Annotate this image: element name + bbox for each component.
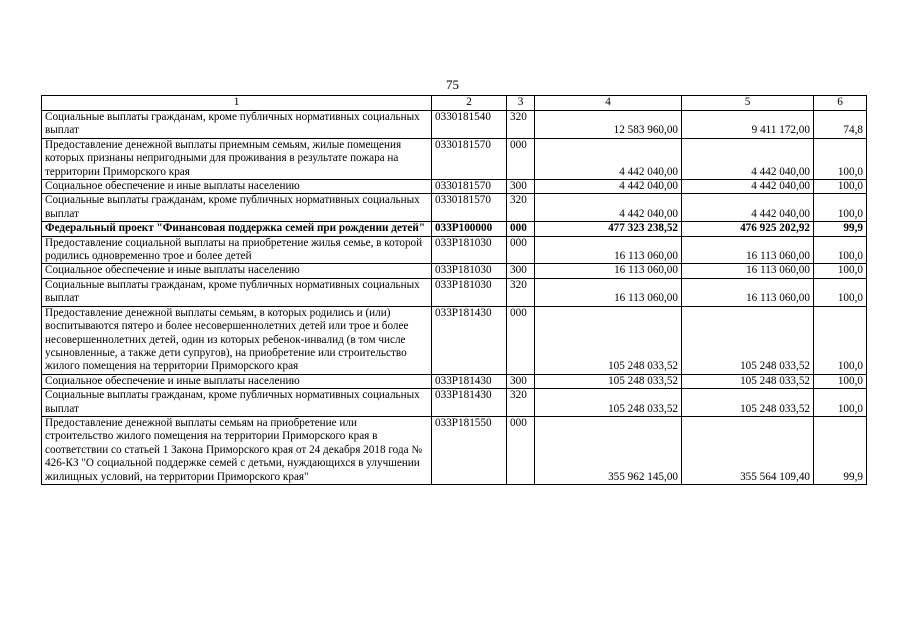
row-code-cell: 033P181430 <box>432 374 507 388</box>
row-plan-cell: 105 248 033,52 <box>535 306 682 374</box>
row-code-cell: 0330181570 <box>432 180 507 194</box>
row-type-cell: 000 <box>507 236 535 264</box>
row-type-cell: 320 <box>507 389 535 417</box>
row-fact-cell: 16 113 060,00 <box>682 236 814 264</box>
page-number: 75 <box>446 77 459 92</box>
row-percent-cell: 100,0 <box>814 236 867 264</box>
row-type-cell: 320 <box>507 194 535 222</box>
row-name-cell: Социальное обеспечение и иные выплаты населению <box>42 180 432 194</box>
row-fact-cell: 4 442 040,00 <box>682 194 814 222</box>
row-percent-cell: 100,0 <box>814 264 867 278</box>
row-percent-cell: 100,0 <box>814 138 867 179</box>
row-percent-cell: 100,0 <box>814 374 867 388</box>
table-row <box>42 180 867 194</box>
row-percent-cell: 74,8 <box>814 111 867 139</box>
row-code-cell: 033P181430 <box>432 389 507 417</box>
row-plan-cell: 105 248 033,52 <box>535 389 682 417</box>
row-plan-cell: 16 113 060,00 <box>535 264 682 278</box>
row-code-cell: 033P181030 <box>432 236 507 264</box>
row-plan-cell: 16 113 060,00 <box>535 278 682 306</box>
row-plan-cell: 4 442 040,00 <box>535 138 682 179</box>
row-plan-cell: 105 248 033,52 <box>535 374 682 388</box>
row-fact-cell: 4 442 040,00 <box>682 138 814 179</box>
row-fact-cell: 355 564 109,40 <box>682 416 814 484</box>
row-name-cell: Социальные выплаты гражданам, кроме публичных нормативных социальных выплат <box>42 389 432 417</box>
row-name-cell: Социальное обеспечение и иные выплаты населению <box>42 374 432 388</box>
column-header: 5 <box>682 96 814 111</box>
table-row <box>42 111 867 139</box>
column-header: 1 <box>42 96 432 111</box>
row-type-cell: 320 <box>507 111 535 139</box>
row-type-cell: 000 <box>507 222 535 236</box>
row-fact-cell: 105 248 033,52 <box>682 374 814 388</box>
row-percent-cell: 99,9 <box>814 416 867 484</box>
column-header: 3 <box>507 96 535 111</box>
row-code-cell: 033P181430 <box>432 306 507 374</box>
row-plan-cell: 16 113 060,00 <box>535 236 682 264</box>
table-row <box>42 194 867 222</box>
row-type-cell: 000 <box>507 306 535 374</box>
row-fact-cell: 4 442 040,00 <box>682 180 814 194</box>
row-fact-cell: 105 248 033,52 <box>682 389 814 417</box>
row-code-cell: 0330181570 <box>432 138 507 179</box>
table-header-row <box>42 96 867 111</box>
row-name-cell: Предоставление денежной выплаты приемным семьям, жилые помещения которых признаны непригодными для проживания в результате пожара на территории Приморского края <box>42 138 432 179</box>
row-name-cell: Социальные выплаты гражданам, кроме публичных нормативных социальных выплат <box>42 111 432 139</box>
row-code-cell: 033P181030 <box>432 278 507 306</box>
row-percent-cell: 100,0 <box>814 194 867 222</box>
row-name-cell: Предоставление денежной выплаты семьям на приобретение или строительство жилого помещения на территории Приморского края в соответствии со статьей 1 Закона Приморского края от 24 декабря 2018 года № 426-КЗ "О социальной поддержке семей с детьми, нуждающихся в улучшении жилищных условий, на территории Приморского края" <box>42 416 432 484</box>
row-code-cell: 033P100000 <box>432 222 507 236</box>
table-row <box>42 138 867 179</box>
row-name-cell: Федеральный проект "Финансовая поддержка семей при рождении детей" <box>42 222 432 236</box>
table-row <box>42 222 867 236</box>
column-header: 4 <box>535 96 682 111</box>
row-type-cell: 300 <box>507 180 535 194</box>
row-percent-cell: 100,0 <box>814 306 867 374</box>
table-row <box>42 374 867 388</box>
row-code-cell: 033P181550 <box>432 416 507 484</box>
row-percent-cell: 100,0 <box>814 278 867 306</box>
row-code-cell: 0330181540 <box>432 111 507 139</box>
row-type-cell: 300 <box>507 264 535 278</box>
row-name-cell: Социальное обеспечение и иные выплаты населению <box>42 264 432 278</box>
column-header: 6 <box>814 96 867 111</box>
row-code-cell: 033P181030 <box>432 264 507 278</box>
row-fact-cell: 9 411 172,00 <box>682 111 814 139</box>
row-fact-cell: 476 925 202,92 <box>682 222 814 236</box>
row-plan-cell: 12 583 960,00 <box>535 111 682 139</box>
row-name-cell: Социальные выплаты гражданам, кроме публичных нормативных социальных выплат <box>42 278 432 306</box>
row-type-cell: 000 <box>507 138 535 179</box>
row-type-cell: 320 <box>507 278 535 306</box>
table-row <box>42 306 867 374</box>
budget-table <box>41 95 867 485</box>
table-row <box>42 389 867 417</box>
table-row <box>42 416 867 484</box>
row-plan-cell: 477 323 238,52 <box>535 222 682 236</box>
row-fact-cell: 16 113 060,00 <box>682 264 814 278</box>
row-fact-cell: 16 113 060,00 <box>682 278 814 306</box>
row-code-cell: 0330181570 <box>432 194 507 222</box>
row-type-cell: 000 <box>507 416 535 484</box>
row-percent-cell: 100,0 <box>814 180 867 194</box>
row-percent-cell: 100,0 <box>814 389 867 417</box>
table-row <box>42 278 867 306</box>
table-row <box>42 264 867 278</box>
row-plan-cell: 355 962 145,00 <box>535 416 682 484</box>
row-type-cell: 300 <box>507 374 535 388</box>
table-row <box>42 236 867 264</box>
row-name-cell: Социальные выплаты гражданам, кроме публичных нормативных социальных выплат <box>42 194 432 222</box>
row-plan-cell: 4 442 040,00 <box>535 180 682 194</box>
row-name-cell: Предоставление социальной выплаты на приобретение жилья семье, в которой родились одновременно трое и более детей <box>42 236 432 264</box>
row-percent-cell: 99,9 <box>814 222 867 236</box>
row-plan-cell: 4 442 040,00 <box>535 194 682 222</box>
column-header: 2 <box>432 96 507 111</box>
row-name-cell: Предоставление денежной выплаты семьям, в которых родились и (или) воспитываются пятеро и более несовершеннолетних детей или трое и более несовершеннолетних детей, один из которых ребенок-инвалид (в том числе усыновленные, а также дети супругов), на приобретение или строительство жилого помещения на территории Приморского края <box>42 306 432 374</box>
row-fact-cell: 105 248 033,52 <box>682 306 814 374</box>
